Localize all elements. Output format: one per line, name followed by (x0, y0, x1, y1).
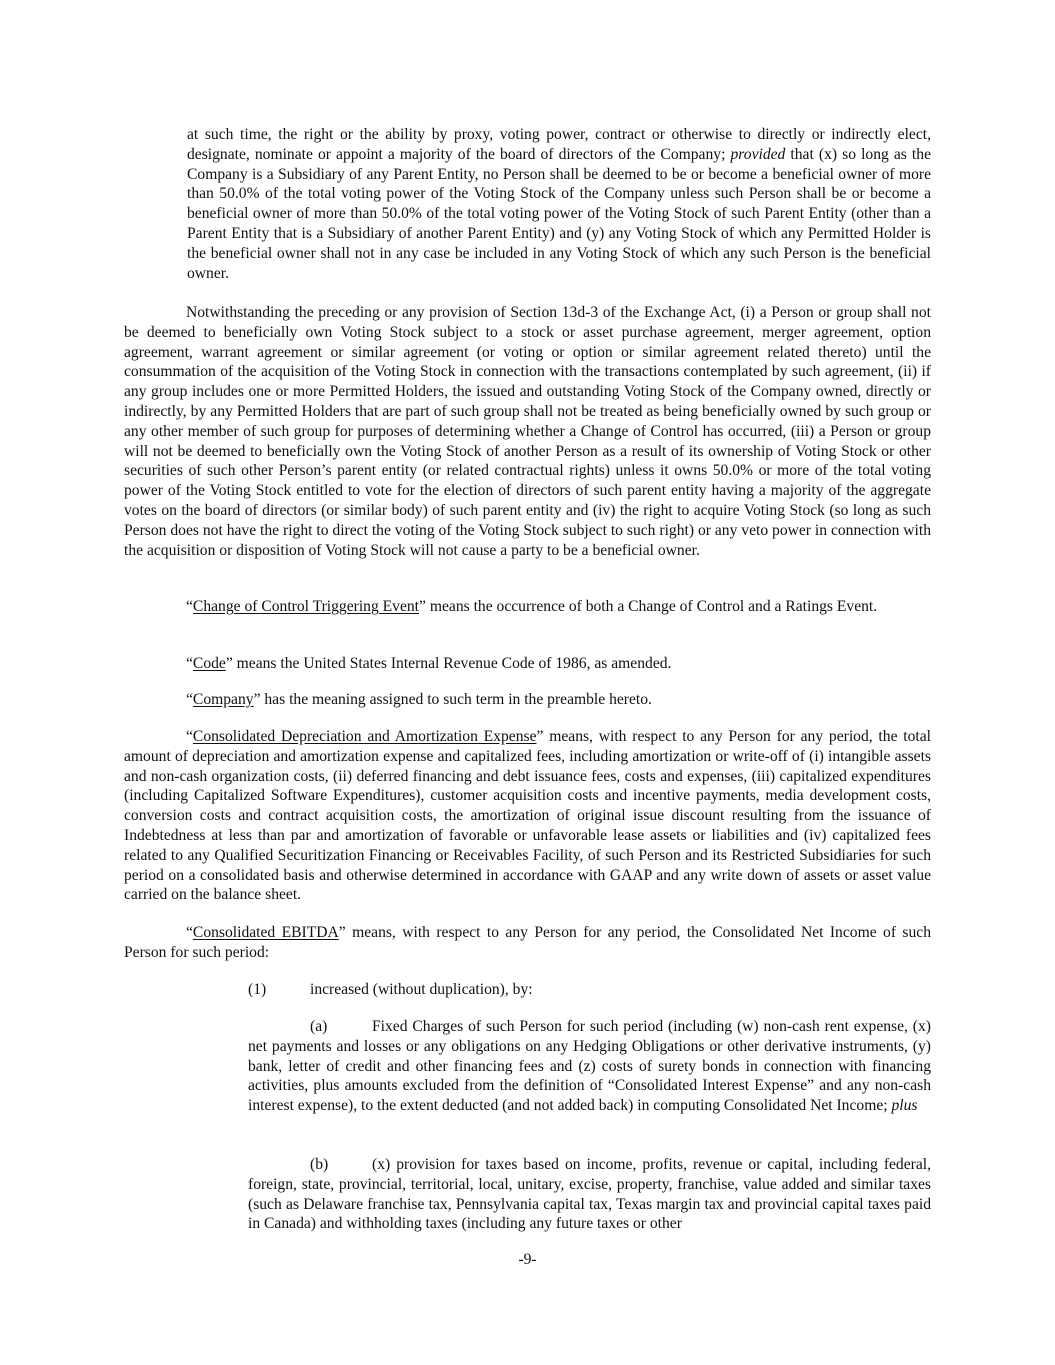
item-text: (x) provision for taxes based on income, profits, revenue or capital, including federal, foreign, state, provincial, territorial, local, unitary, excise, property, franchise, value added and similar taxes (such as Delaware franchise tax, Pennsylvania capital tax, Texas margin tax and provincial capital taxes paid in Canada) and withholding taxes (including any future taxes or other (248, 1156, 931, 1233)
list-item-a (248, 1017, 931, 1116)
definition-code: “Code” means the United States Internal Revenue Code of 1986, as amended. (186, 655, 672, 672)
italic-provided: provided (730, 145, 786, 163)
definition-text: ” has the meaning assigned to such term in the preamble hereto. (253, 691, 652, 708)
defined-term: Consolidated Depreciation and Amortization Expense (192, 728, 537, 745)
defined-term: Consolidated EBITDA (192, 924, 339, 941)
text-run: at such time, the right or the ability by proxy, voting power, contract or otherwise to directly or indirectly elect, designate, nominate or appoint a majority of the board of directors of the Company; (187, 126, 931, 163)
definition-change-of-control-triggering-event: “Change of Control Triggering Event” means the occurrence of both a Change of Control and a Ratings Event. (186, 598, 878, 615)
item-number: (b) (310, 1156, 329, 1173)
italic-plus: plus (891, 1097, 918, 1115)
page-number: -9- (518, 1251, 537, 1268)
definition-consolidated-ebitda: “Consolidated EBITDA” means, with respect to any Person for any period, the Consolidated Net Income of such Person for such period: (124, 924, 931, 961)
list-item-1 (248, 980, 931, 1000)
definition-text: ” means, with respect to any Person for any period, the total amount of depreciation and amortization expense and capitalized fees, including amortization or write-off of (i) intangible assets and non-cash organization costs, (ii) deferred financing and debt issuance fees, costs and expenses, (iii) capitalized expenditures (including Capitalized Software Expenditures), customer acquisition costs and incentive payments, media development costs, conversion costs and contract acquisition costs, the amortization of original issue discount resulting from the issuance of Indebtedness at less than par and amortization of favorable or unfavorable lease assets or liabilities and (iv) capitalized fees related to any Qualified Securitization Financing or Receivables Facility, of such Person and its Restricted Subsidiaries for such period on a consolidated basis and otherwise determined in accordance with GAAP and any write down of assets or asset value carried on the balance sheet. (124, 728, 931, 904)
defined-term: Code (192, 655, 226, 672)
defined-term: Change of Control Triggering Event (192, 598, 420, 615)
item-number: (1) (248, 981, 267, 998)
paragraph-notwithstanding: Notwithstanding the preceding or any provision of Section 13d-3 of the Exchange Act, (i) a Person or group shall not be deemed to beneficially own Voting Stock subject to a stock or asset purchase agreement, merger agreement, option agreement, warrant agreement or similar agreement (or voting or option or similar agreement related thereto) until the consummation of the acquisition of the Voting Stock in connection with the transactions contemplated by such agreement, (ii) if any group includes one or more Permitted Holders, the issued and outstanding Voting Stock of the Company owned, directly or indirectly, by any Permitted Holders that are part of such group shall not be treated as being beneficially owned by such group or any other member of such group for purposes of determining whether a Change of Control has occurred, (iii) a Person or group will not be deemed to beneficially own the Voting Stock of another Person as a result of its ownership of Voting Stock or other securities of such other Person’s parent entity (or related contractual rights) unless it owns 50.0% or more of the total voting power of the Voting Stock entitled to vote for the election of directors of such parent entity having a majority of the aggregate votes on the board of directors (or similar body) of such parent entity and (iv) the right to acquire Voting Stock (so long as such Person does not have the right to direct the voting of the Voting Stock subject to such right) or any veto power in connection with the acquisition or disposition of Voting Stock will not cause a party to be a beneficial owner. (124, 304, 931, 559)
item-text: Fixed Charges of such Person for such period (including (w) non-cash rent expense, (x) net payments and losses or any obligations on any Hedging Obligations or other derivative instruments, (y) bank, letter of credit and other financing fees and (z) costs of surety bonds in connection with financing activities, plus amounts excluded from the definition of “Consolidated Interest Expense” and any non-cash interest expense), to the extent deducted (and not added back) in computing Consolidated Net Income; (248, 1018, 931, 1115)
definition-consolidated-depreciation: “Consolidated Depreciation and Amortization Expense” means, with respect to any Person for any period, the total amount of depreciation and amortization expense and capitalized fees, including amortization or write-off of (i) intangible assets and non-cash organization costs, (ii) deferred financing and debt issuance fees, costs and expenses, (iii) capitalized expenditures (including Capitalized Software Expenditures), customer acquisition costs and incentive payments, media development costs, conversion costs and contract acquisition costs, the amortization of original issue discount resulting from the issuance of Indebtedness at less than par and amortization of favorable or unfavorable lease assets or liabilities and (iv) capitalized fees related to any Qualified Securitization Financing or Receivables Facility, of such Person and its Restricted Subsidiaries for such period on a consolidated basis and otherwise determined in accordance with GAAP and any write down of assets or asset value carried on the balance sheet. (124, 728, 931, 904)
paragraph-voting-power (187, 125, 931, 283)
defined-term: Company (192, 691, 254, 708)
text-run: that (x) so long as the Company is a Subsidiary of any Parent Entity, no Person shall be deemed to be or become a beneficial owner of more than 50.0% of the total voting power of the Voting Stock of the Company unless such Person shall be or become a beneficial owner of more than 50.0% of the total voting power of the Voting Stock of such Parent Entity (other than a Parent Entity that is a Subsidiary of another Parent Entity) and (y) any Voting Stock of which any Permitted Holder is the beneficial owner shall not in any case be included in any Voting Stock of which any such Person is the beneficial owner. (187, 145, 931, 282)
definition-text: ” means, with respect to any Person for any period, the Consolidated Net Income of such Person for such period: (124, 924, 931, 961)
item-text: increased (without duplication), by: (310, 981, 533, 998)
definition-company: “Company” has the meaning assigned to such term in the preamble hereto. (186, 691, 652, 708)
definition-text: ” means the United States Internal Revenue Code of 1986, as amended. (225, 655, 672, 672)
list-item-b (248, 1155, 931, 1234)
definition-text: ” means the occurrence of both a Change of Control and a Ratings Event. (419, 598, 878, 615)
item-number: (a) (310, 1018, 328, 1035)
